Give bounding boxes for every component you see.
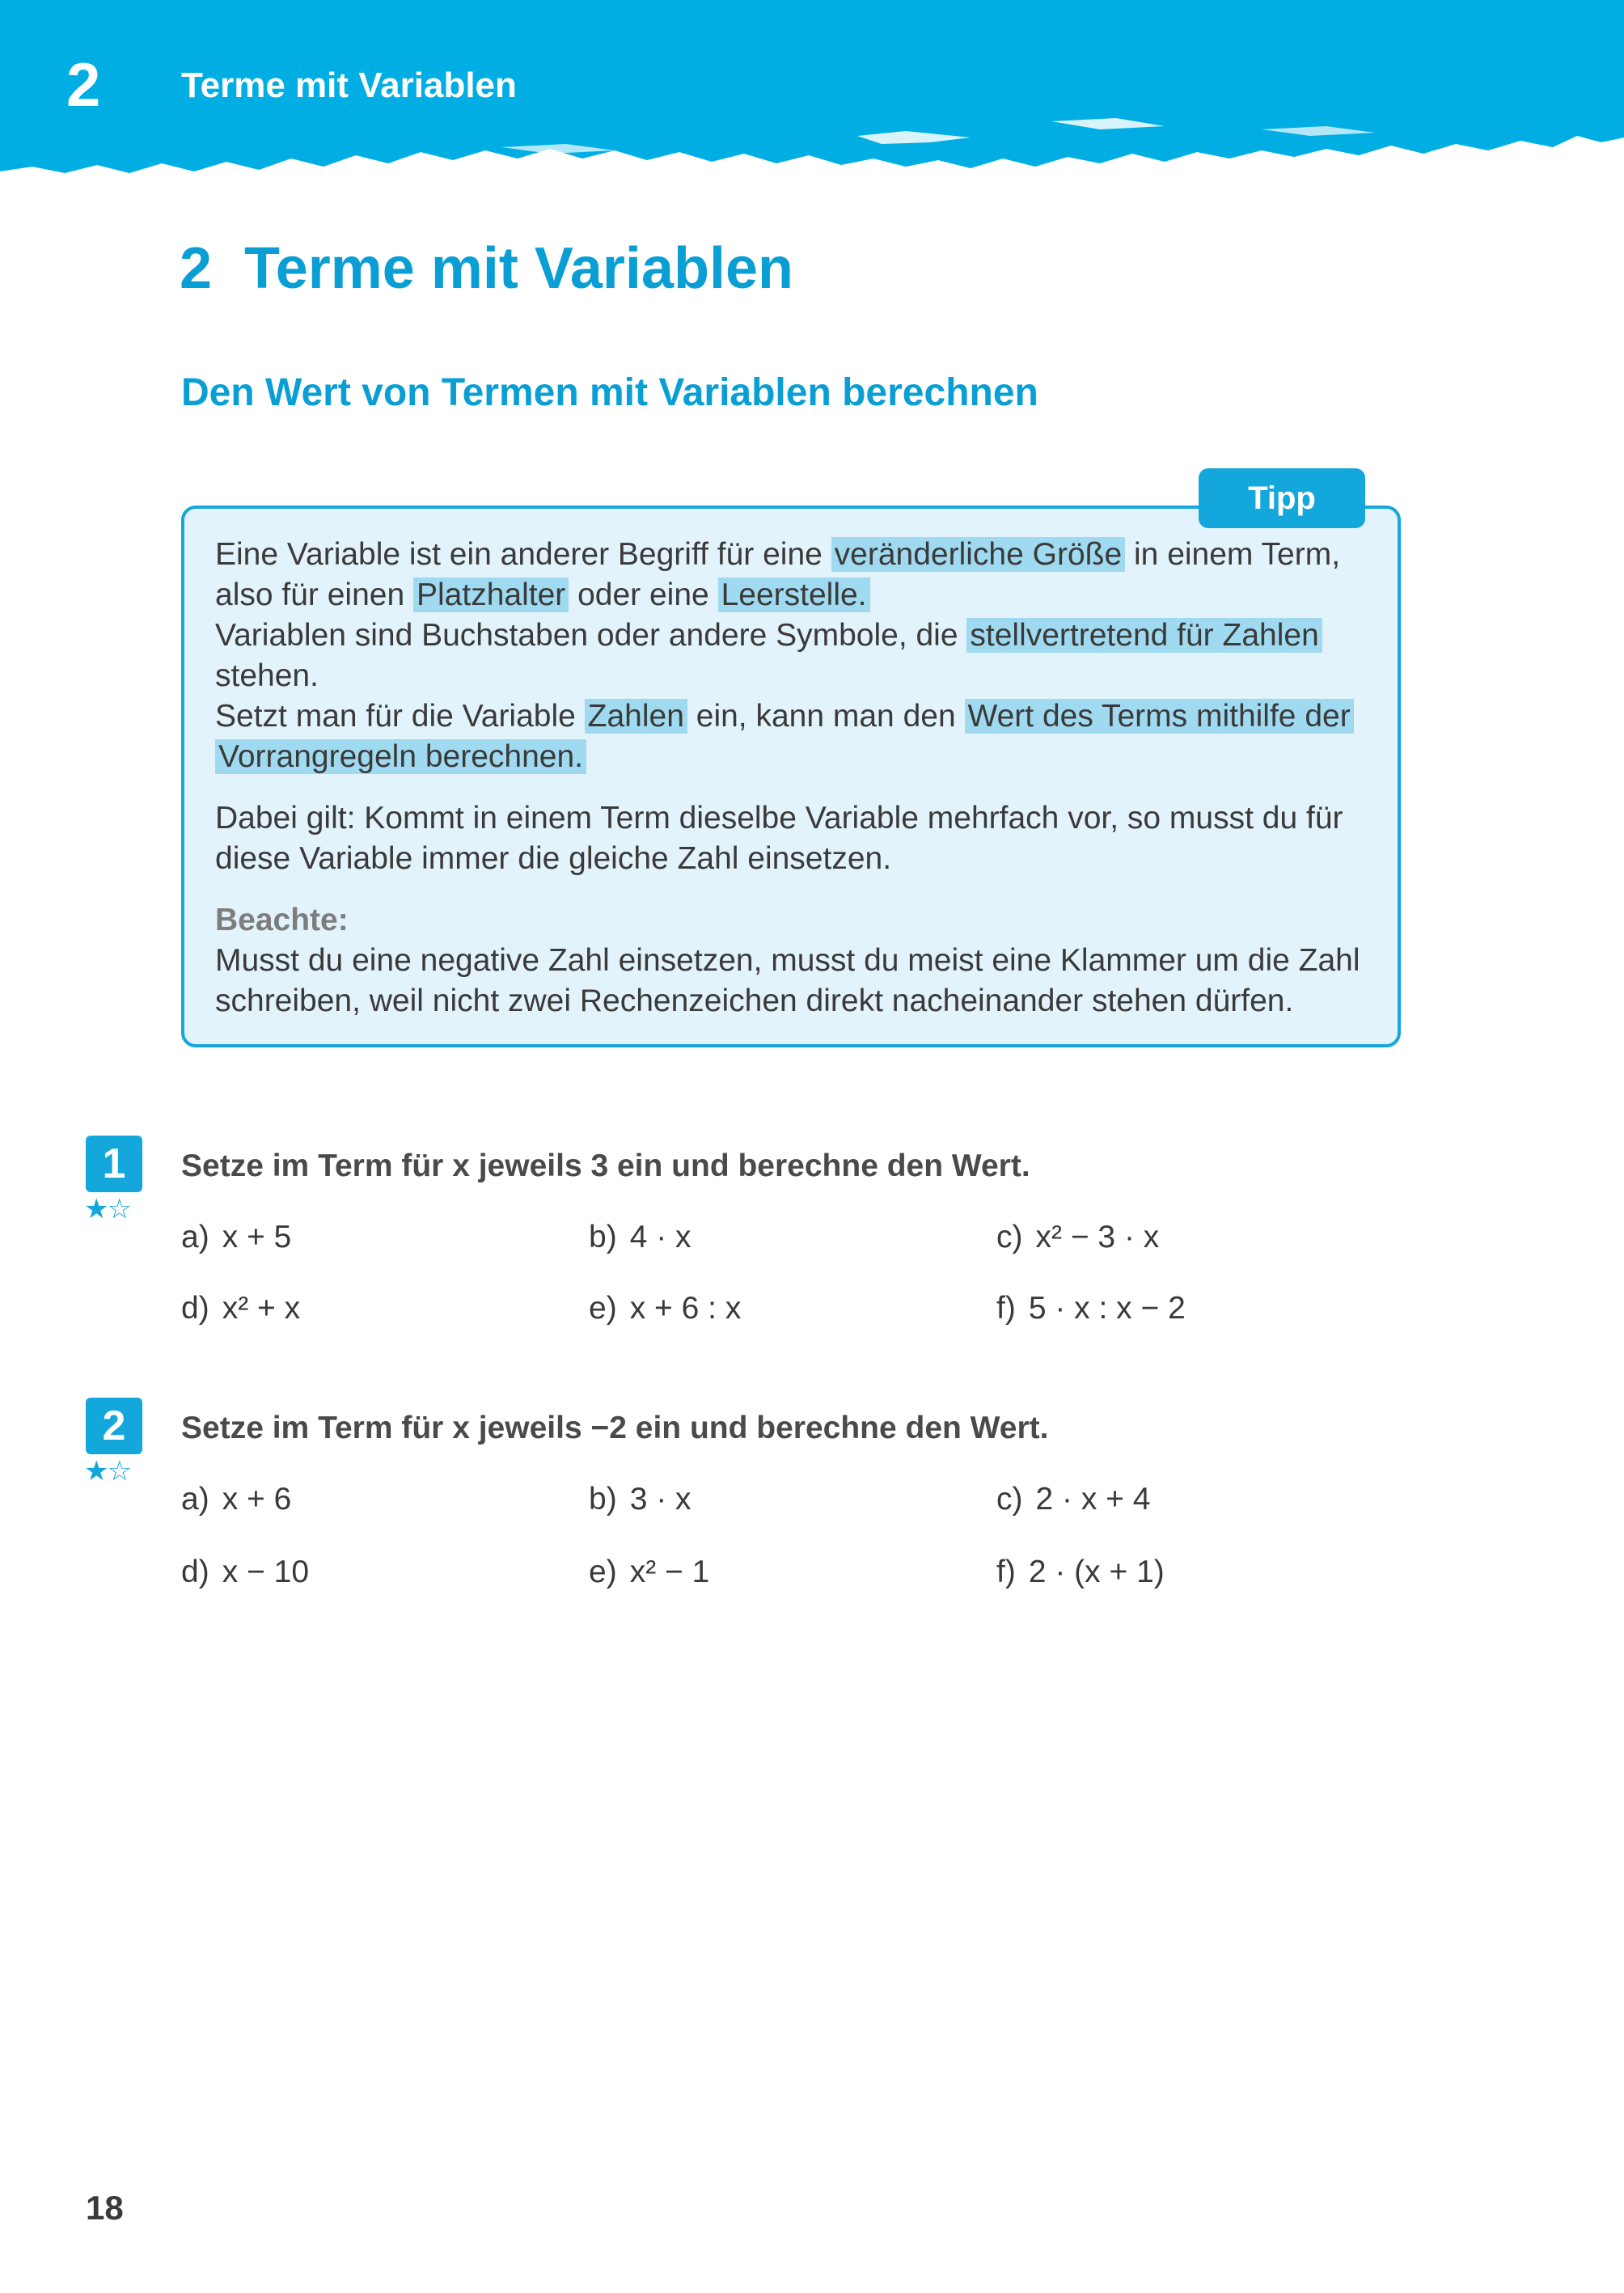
page-number: 18	[86, 2189, 124, 2227]
exercise-item	[996, 1483, 1150, 1515]
item-label: a)	[181, 1482, 209, 1517]
tipp-label: Tipp	[1199, 468, 1365, 528]
tipp-text: ein, kann man den	[687, 699, 965, 734]
item-expression: 4 · x	[629, 1220, 691, 1254]
item-label: e)	[589, 1291, 617, 1326]
item-expression: x − 10	[222, 1555, 310, 1589]
tipp-text: in einem Term,	[1125, 537, 1341, 572]
difficulty-stars-icon: ★☆	[84, 1194, 130, 1225]
chapter-number: 2	[66, 51, 101, 120]
tipp-text: Setzt man für die Variable	[215, 699, 585, 734]
item-label: c)	[996, 1482, 1023, 1517]
exercise-item	[589, 1221, 691, 1253]
item-expression: x + 6	[222, 1482, 292, 1517]
item-expression: 2 · (x + 1)	[1028, 1555, 1165, 1589]
note-heading: Beachte:	[215, 903, 349, 937]
item-expression: 3 · x	[629, 1482, 691, 1517]
page-title: 2 Terme mit Variablen	[180, 236, 793, 301]
exercise-item	[589, 1483, 691, 1515]
exercise-item	[996, 1556, 1165, 1588]
task-number-badge: 1	[86, 1136, 142, 1192]
task-number-badge: 2	[86, 1398, 142, 1454]
tipp-text: oder eine	[569, 577, 718, 612]
tipp-paragraph-2: Dabei gilt: Kommt in einem Term dieselbe Variable mehrfach vor, so musst du für diese Variable immer die gleiche Zahl einsetzen.	[215, 801, 1343, 876]
tipp-text: Variablen sind Buchstaben oder andere Symbole, die	[215, 618, 967, 653]
item-label: b)	[589, 1482, 617, 1517]
exercise-item	[996, 1292, 1186, 1324]
item-expression: 2 · x + 4	[1035, 1482, 1151, 1517]
tipp-paragraph-1	[215, 535, 1367, 777]
tipp-text: stehen.	[215, 658, 319, 693]
item-label: e)	[589, 1555, 617, 1589]
chapter-header	[0, 0, 1624, 202]
exercise-item	[181, 1556, 309, 1588]
section-title: Den Wert von Termen mit Variablen berechnen	[181, 371, 1038, 414]
highlight-term: stellvertretend für Zahlen	[966, 618, 1322, 653]
tipp-text: Eine Variable ist ein anderer Begriff für eine	[215, 537, 831, 572]
item-expression: x² + x	[222, 1291, 301, 1326]
exercise-item	[996, 1221, 1159, 1253]
item-label: c)	[996, 1220, 1023, 1254]
highlight-term: Platzhalter	[413, 577, 569, 612]
task-prompt: Setze im Term für x jeweils 3 ein und berechne den Wert.	[181, 1149, 1030, 1183]
item-label: d)	[181, 1555, 209, 1589]
item-label: b)	[589, 1220, 617, 1254]
chapter-title: Terme mit Variablen	[181, 66, 517, 105]
highlight-term: veränderliche Größe	[831, 537, 1126, 572]
tipp-text: also für einen	[215, 577, 413, 612]
item-expression: 5 · x : x − 2	[1028, 1291, 1186, 1326]
highlight-term: Vorrangregeln berechnen.	[215, 739, 586, 774]
item-label: f)	[996, 1291, 1016, 1326]
item-expression: x² − 3 · x	[1035, 1220, 1160, 1254]
exercise-item	[589, 1556, 709, 1588]
item-expression: x² − 1	[629, 1555, 710, 1589]
item-label: d)	[181, 1291, 209, 1326]
task-prompt: Setze im Term für x jeweils −2 ein und berechne den Wert.	[181, 1411, 1049, 1445]
highlight-term: Zahlen	[585, 699, 687, 734]
item-label: f)	[996, 1555, 1016, 1589]
exercise-item	[181, 1221, 291, 1253]
exercise-item	[589, 1292, 741, 1324]
tipp-box	[181, 506, 1401, 1047]
highlight-term: Wert des Terms mithilfe der	[965, 699, 1354, 734]
highlight-term: Leerstelle.	[718, 577, 870, 612]
item-label: a)	[181, 1220, 209, 1254]
note-text: Musst du eine negative Zahl einsetzen, musst du meist eine Klammer um die Zahl schreiben, weil nicht zwei Rechenzeichen direkt nacheinander stehen dürfen.	[215, 943, 1360, 1018]
item-expression: x + 5	[222, 1220, 292, 1254]
difficulty-stars-icon: ★☆	[84, 1456, 130, 1487]
exercise-item	[181, 1292, 300, 1324]
exercise-item	[181, 1483, 291, 1515]
item-expression: x + 6 : x	[629, 1291, 742, 1326]
